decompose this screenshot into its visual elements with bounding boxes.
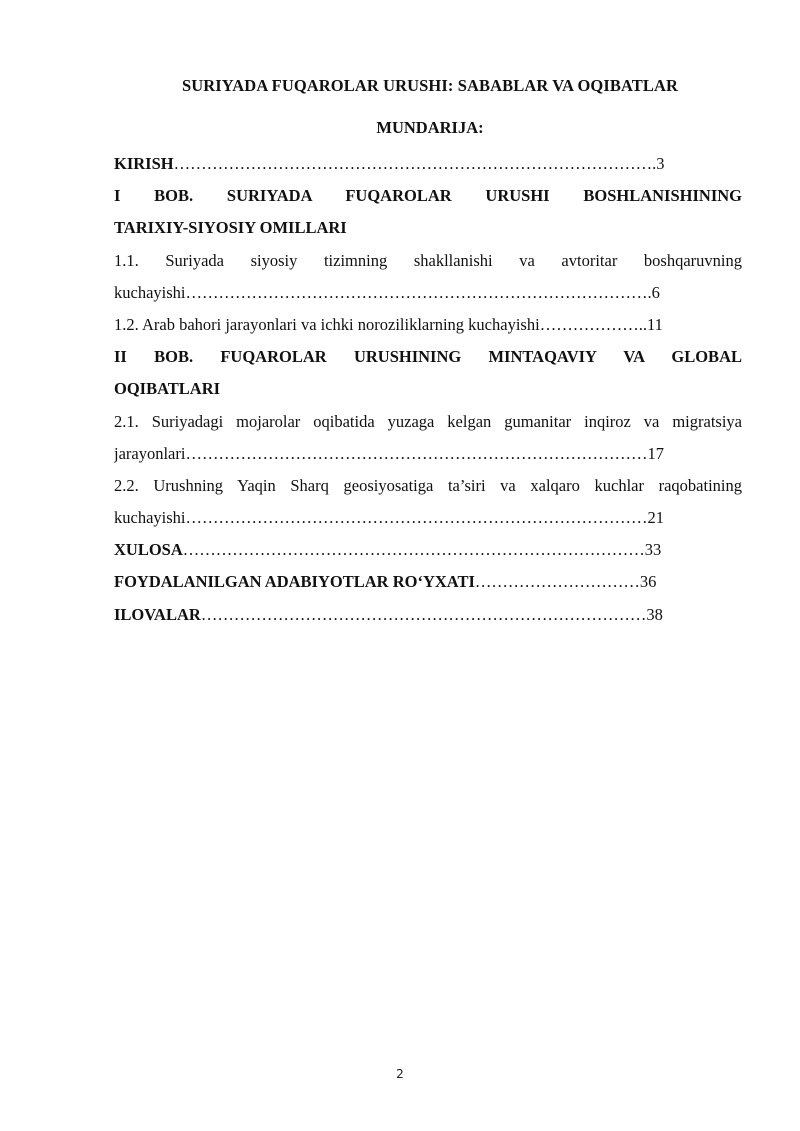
toc-leader-dots: ………………………………………………………………………… [182,540,645,560]
toc-page-number: 21 [647,508,664,528]
page-number: 2 [396,1067,404,1081]
toc-entry-label: 1.2. Arab bahori jarayonlari va ichki noroziliklarning kuchayishi [114,314,540,334]
toc-entry-label: KIRISH [114,154,174,173]
toc-leader-dots: ………………………… [474,572,640,592]
toc-heading: MUNDARIJA: [376,118,484,137]
toc-chapter-2-line-2[interactable]: OQIBATLARI [114,379,221,399]
toc-page-number: .3 [652,154,665,173]
toc-entry-label: kuchayishi [114,508,186,528]
toc-section-2-2-line-2[interactable] [114,502,742,534]
document-title: SURIYADA FUQAROLAR URUSHI: SABABLAR VA OQIBATLAR [181,76,679,95]
toc-leader-dots: ……………………………………………………………………… [200,604,647,624]
toc-section-2-1-line-1[interactable]: 2.1. Suriyadagi mojarolar oqibatida yuzaga kelgan gumanitar inqiroz va migratsiya [114,411,742,431]
toc-page-number: 38 [646,604,663,624]
toc-entry-label: XULOSA [114,540,183,560]
toc-section-1-1-line-2[interactable] [114,277,742,309]
toc-chapter-1-line-1[interactable]: I BOB. SURIYADA FUQAROLAR URUSHI BOSHLANISHINING [114,186,742,206]
toc-entry-label: ILOVALAR [114,604,201,624]
toc-chapter-2-line-1[interactable]: II BOB. FUQAROLAR URUSHINING MINTAQAVIY VA GLOBAL [114,347,742,367]
toc-section-1-2[interactable] [114,309,742,341]
toc-leader-dots: ………………………………………………………………………… [185,508,648,528]
toc-page-number: 6 [651,282,660,302]
toc-entry-label: kuchayishi [114,282,186,302]
toc-entry-ilovalar[interactable] [114,599,742,631]
toc-leader-dots: …………………………………………………………………………… [173,154,653,173]
toc-entry-adabiyotlar[interactable] [114,566,742,598]
toc-leader-dots: ……………….. [539,314,647,334]
toc-section-2-1-line-2[interactable] [114,438,742,470]
toc-page-number: 33 [644,540,662,560]
toc-entry-label: jarayonlari [114,443,186,463]
toc-entry-label: FOYDALANILGAN ADABIYOTLAR RO‘YXATI [114,572,475,592]
toc-page-number: 17 [647,443,664,463]
toc-leader-dots: …………………………………………………………………………. [185,282,652,302]
toc-section-2-2-line-1[interactable]: 2.2. Urushning Yaqin Sharq geosiyosatiga ta’siri va xalqaro kuchlar raqobatining [114,475,742,495]
toc-section-1-1-line-1[interactable]: 1.1. Suriyada siyosiy tizimning shakllanishi va avtoritar boshqaruvning [114,250,742,270]
toc-page-number: 36 [639,572,657,592]
toc-entry-xulosa[interactable] [114,534,742,566]
table-of-contents [114,148,742,631]
toc-entry-kirish[interactable] [114,148,742,180]
toc-chapter-1-line-2[interactable]: TARIXIY-SIYOSIY OMILLARI [114,218,347,238]
toc-leader-dots: ………………………………………………………………………… [185,443,648,463]
toc-page-number: 11 [646,314,663,334]
